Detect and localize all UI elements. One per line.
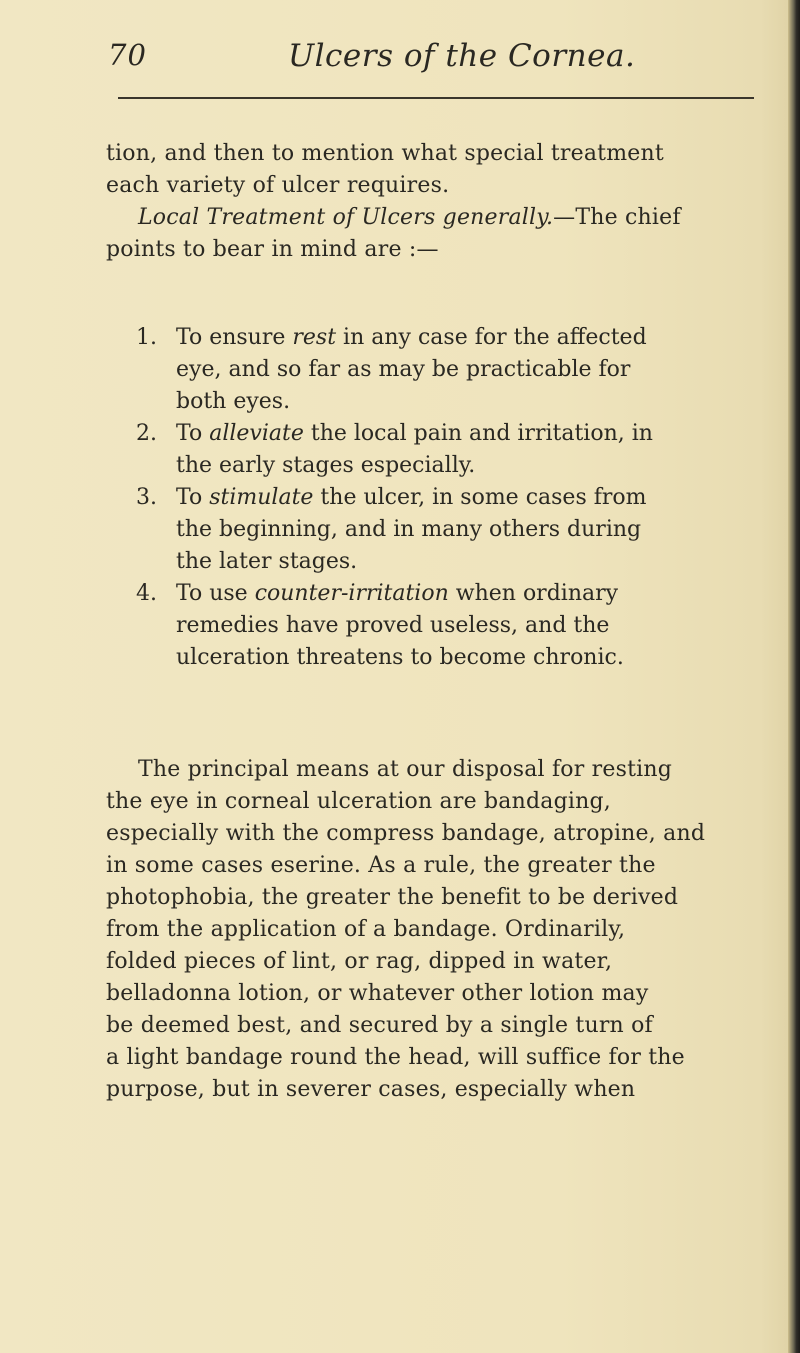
list-text: the ulcer, in some cases from bbox=[313, 485, 647, 510]
list-text: in any case for the affected bbox=[336, 325, 647, 350]
list-line bbox=[176, 322, 768, 354]
list-line: remedies have proved useless, and the bbox=[176, 613, 610, 638]
list-item-number: 3. bbox=[136, 485, 157, 510]
text-line: from the application of a bandage. Ordinarily, bbox=[106, 917, 626, 942]
list-line: the early stages especially. bbox=[176, 453, 476, 478]
list-item bbox=[136, 322, 768, 418]
list-item bbox=[136, 482, 768, 578]
list-text: To ensure bbox=[176, 325, 293, 350]
local-treatment-heading: Local Treatment of Ulcers generally. bbox=[138, 205, 554, 230]
list-item bbox=[136, 418, 768, 482]
list-line: both eyes. bbox=[176, 389, 291, 414]
text-line: each variety of ulcer requires. bbox=[106, 173, 450, 198]
list-line: ulceration threatens to become chronic. bbox=[176, 645, 624, 670]
text-line: purpose, but in severer cases, especially when bbox=[106, 1077, 636, 1102]
page-number: 70 bbox=[108, 38, 147, 72]
text-line: the eye in corneal ulceration are bandaging, bbox=[106, 789, 611, 814]
list-text: To bbox=[176, 485, 210, 510]
intro-paragraph bbox=[106, 138, 766, 266]
emphasis: counter-irritation bbox=[254, 581, 449, 606]
list-item-number: 2. bbox=[136, 421, 157, 446]
list-text: To use bbox=[176, 581, 255, 606]
list-item-number: 1. bbox=[136, 325, 157, 350]
text-line: photophobia, the greater the benefit to be derived bbox=[106, 885, 679, 910]
list-line bbox=[176, 578, 768, 610]
header-rule bbox=[118, 97, 754, 99]
text-line: especially with the compress bandage, atropine, and bbox=[106, 821, 706, 846]
book-binding-edge bbox=[788, 0, 800, 1353]
local-treatment-heading-line bbox=[106, 202, 766, 234]
list-text: To bbox=[176, 421, 210, 446]
text-line: belladonna lotion, or whatever other lotion may bbox=[106, 981, 649, 1006]
text-line: be deemed best, and secured by a single turn of bbox=[106, 1013, 653, 1038]
list-line: eye, and so far as may be practicable for bbox=[176, 357, 631, 382]
text-line: folded pieces of lint, or rag, dipped in water, bbox=[106, 949, 613, 974]
text-line: points to bear in mind are :— bbox=[106, 237, 439, 262]
running-title: Ulcers of the Cornea. bbox=[288, 38, 636, 74]
list-item-number: 4. bbox=[136, 581, 157, 606]
numbered-list bbox=[136, 322, 768, 674]
page-header bbox=[108, 38, 758, 82]
emphasis: alleviate bbox=[209, 421, 304, 446]
emphasis: stimulate bbox=[209, 485, 314, 510]
heading-tail: —The chief bbox=[553, 205, 681, 230]
list-text: when ordinary bbox=[448, 581, 619, 606]
list-line bbox=[176, 418, 768, 450]
list-line bbox=[176, 482, 768, 514]
emphasis: rest bbox=[292, 325, 337, 350]
list-text: the local pain and irritation, in bbox=[303, 421, 653, 446]
list-item bbox=[136, 578, 768, 674]
text-line: tion, and then to mention what special treatment bbox=[106, 141, 664, 166]
text-line: in some cases eserine. As a rule, the greater the bbox=[106, 853, 656, 878]
text-line: a light bandage round the head, will suffice for the bbox=[106, 1045, 685, 1070]
closing-paragraph bbox=[106, 754, 766, 1106]
list-line: the later stages. bbox=[176, 549, 358, 574]
text-line: The principal means at our disposal for resting bbox=[138, 757, 672, 782]
list-line: the beginning, and in many others during bbox=[176, 517, 642, 542]
